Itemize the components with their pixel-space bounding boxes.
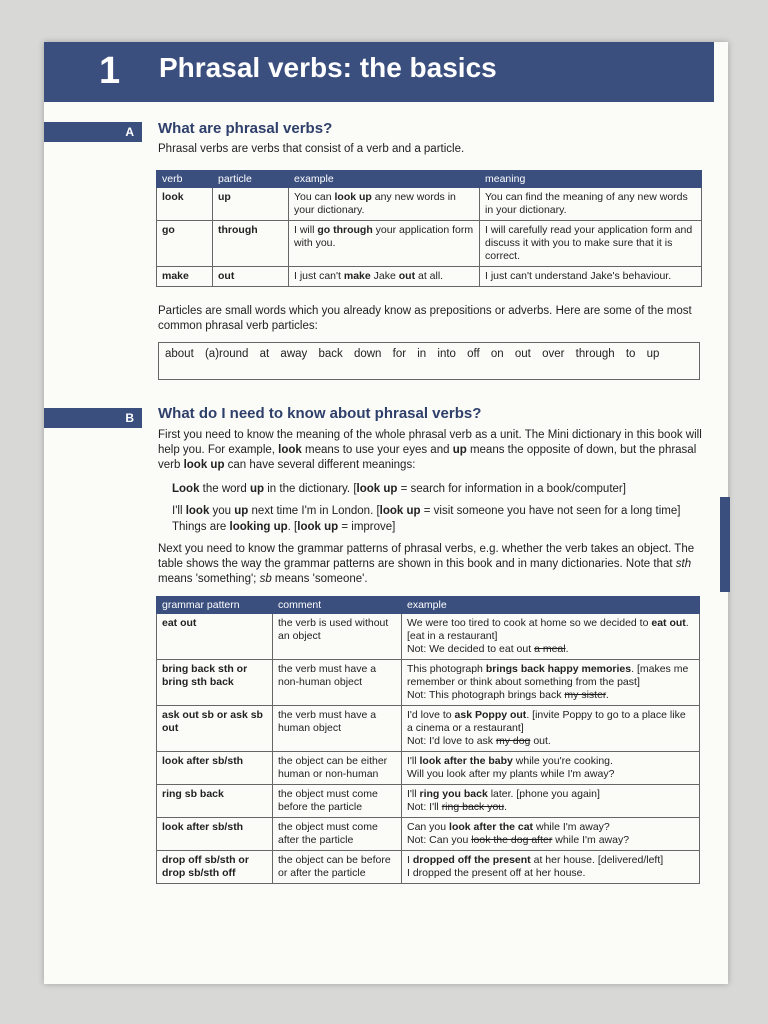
cell-comment: the object must come before the particle xyxy=(273,785,402,818)
header-verb: verb xyxy=(157,171,213,188)
example-text: Can you xyxy=(407,821,450,833)
example-bold: look after the cat xyxy=(449,821,534,833)
table-header-row xyxy=(157,171,702,188)
example-bold: make xyxy=(343,270,371,282)
bold-text: look xyxy=(278,444,302,456)
example-text: your application form with you. xyxy=(294,224,474,249)
text: = search for information in a book/computer] xyxy=(397,483,626,495)
example-text: later. [phone you again] xyxy=(487,788,600,800)
cell-example xyxy=(402,706,700,752)
cell-verb: look xyxy=(157,188,213,221)
unit-title: Phrasal verbs: the basics xyxy=(159,52,497,83)
section-a-heading: What are phrasal verbs? xyxy=(158,120,333,137)
example-sentence-3 xyxy=(172,520,712,535)
example-sentence-1 xyxy=(172,482,712,497)
cell-verb: go xyxy=(157,221,213,267)
text: . [ xyxy=(287,521,298,533)
italic-text: sth xyxy=(675,558,692,570)
cell-pattern: bring back sth or bring sth back xyxy=(157,660,273,706)
cell-example xyxy=(402,614,700,660)
table-row xyxy=(157,221,702,267)
italic-text: sb xyxy=(259,573,272,585)
bold-text: look up xyxy=(183,459,225,471)
not-text: . xyxy=(504,801,508,813)
example-text: any new words in your dictionary. xyxy=(294,191,456,216)
cell-pattern: look after sb/sth xyxy=(157,818,273,851)
cell-example xyxy=(289,267,480,287)
edge-tab xyxy=(720,497,730,592)
cell-comment: the object can be either human or non-human xyxy=(273,752,402,785)
bold-text: up xyxy=(249,483,265,495)
example-bold: ring you back xyxy=(419,788,488,800)
section-b-heading: What do I need to know about phrasal verbs? xyxy=(158,405,482,422)
example-text: I'd love to xyxy=(407,709,455,721)
struck-text: a meal xyxy=(534,643,566,655)
table-header-row xyxy=(157,597,700,614)
textbook-page xyxy=(44,42,728,984)
not-text: Not: I'll xyxy=(407,801,442,813)
text: can have several different meanings: xyxy=(224,459,416,471)
not-text: . xyxy=(605,689,609,701)
text: means 'something'; xyxy=(158,573,260,585)
example-bold: out xyxy=(398,270,416,282)
section-b-paragraph-1 xyxy=(158,428,703,473)
table-row xyxy=(157,851,700,884)
cell-pattern: eat out xyxy=(157,614,273,660)
header-particle: particle xyxy=(213,171,289,188)
cell-example xyxy=(289,188,480,221)
example-text: at her house. [delivered/left] xyxy=(530,854,664,866)
bold-text: looking up xyxy=(229,521,288,533)
example-sentence-2 xyxy=(172,504,712,519)
bold-text: Look xyxy=(172,483,200,495)
example-bold: look after the baby xyxy=(419,755,513,767)
struck-text: look the dog after xyxy=(471,834,553,846)
text: means 'someone'. xyxy=(271,573,368,585)
table-row xyxy=(157,752,700,785)
not-text: I dropped the present off at her house. xyxy=(407,867,586,879)
example-bold: go through xyxy=(317,224,373,236)
example-text: Jake xyxy=(370,270,399,282)
example-text: We were too tired to cook at home so we decided to xyxy=(407,617,652,629)
not-text: Not: This photograph brings back xyxy=(407,689,565,701)
example-bold: dropped off the present xyxy=(412,854,531,866)
bold-text: look xyxy=(185,505,210,517)
bold-text: look up xyxy=(297,521,339,533)
cell-example xyxy=(402,660,700,706)
text: Next you need to know the grammar patterns of phrasal verbs, e.g. whether the verb takes an object. The table shows the way the grammar patterns are shown in this book and in many dictionaries. Note that xyxy=(158,543,695,570)
cell-pattern: drop off sb/sth or drop sb/sth off xyxy=(157,851,273,884)
text: First you need to know the meaning of the whole phrasal verb as a unit. The Mini dictionary in this book will help you. For example, xyxy=(158,429,702,456)
text: means the opposite of down, but the phrasal verb xyxy=(158,444,697,471)
table-row xyxy=(157,706,700,752)
example-bold: look up xyxy=(334,191,372,203)
text: in the dictionary. [ xyxy=(264,483,357,495)
bold-text: up xyxy=(234,505,249,517)
section-a-intro: Phrasal verbs are verbs that consist of a verb and a particle. xyxy=(158,143,465,155)
struck-text: ring back you xyxy=(441,801,505,813)
not-text: Will you look after my plants while I'm away? xyxy=(407,768,615,780)
bold-text: look up xyxy=(379,505,421,517)
table-row xyxy=(157,818,700,851)
cell-particle: up xyxy=(213,188,289,221)
text: = visit someone you have not seen for a long time] xyxy=(420,505,681,517)
not-text: . xyxy=(565,643,569,655)
not-text: out. xyxy=(530,735,551,747)
cell-example xyxy=(402,752,700,785)
example-text: . [invite Poppy to go to a place like a cinema or a restaurant] xyxy=(407,709,686,734)
header-grammar-pattern: grammar pattern xyxy=(157,597,273,614)
cell-pattern: look after sb/sth xyxy=(157,752,273,785)
not-text: Not: We decided to eat out xyxy=(407,643,535,655)
cell-example xyxy=(402,818,700,851)
grammar-pattern-table xyxy=(156,596,700,884)
example-bold: eat out xyxy=(651,617,686,629)
header-example: example xyxy=(402,597,700,614)
example-bold: ask Poppy out xyxy=(454,709,527,721)
cell-comment: the object can be before or after the particle xyxy=(273,851,402,884)
table-row xyxy=(157,785,700,818)
text: the word xyxy=(199,483,250,495)
particles-intro: Particles are small words which you already know as prepositions or adverbs. Here are some of the most common phrasal verb particles: xyxy=(158,305,692,332)
cell-example xyxy=(289,221,480,267)
example-text: I just can't xyxy=(294,270,344,282)
cell-example xyxy=(402,785,700,818)
cell-comment: the verb must have a non-human object xyxy=(273,660,402,706)
example-text: I'll xyxy=(407,788,420,800)
table-row xyxy=(157,188,702,221)
cell-comment: the verb is used without an object xyxy=(273,614,402,660)
example-text: . [eat in a restaurant] xyxy=(407,617,689,642)
text: you xyxy=(209,505,235,517)
example-text: while you're cooking. xyxy=(512,755,613,767)
cell-pattern: ring sb back xyxy=(157,785,273,818)
section-b-tab: B xyxy=(44,408,142,428)
unit-banner xyxy=(44,42,714,102)
example-text: This photograph xyxy=(407,663,486,675)
struck-text: my dog xyxy=(495,735,531,747)
text: = improve] xyxy=(338,521,396,533)
cell-particle: through xyxy=(213,221,289,267)
phrasal-verb-table xyxy=(156,170,702,287)
example-text: I will xyxy=(294,224,318,236)
table-row xyxy=(157,614,700,660)
section-a-tab: A xyxy=(44,122,142,142)
example-text: . [makes me remember or think about something from the past] xyxy=(407,663,689,688)
struck-text: my sister xyxy=(564,689,606,701)
example-text: at all. xyxy=(415,270,444,282)
not-text: Not: Can you xyxy=(407,834,472,846)
cell-particle: out xyxy=(213,267,289,287)
text: Things are xyxy=(172,521,230,533)
table-row xyxy=(157,267,702,287)
table-row xyxy=(157,660,700,706)
example-text: while I'm away? xyxy=(533,821,610,833)
example-bold: brings back happy memories xyxy=(485,663,632,675)
bold-text: up xyxy=(452,444,467,456)
section-b-paragraph-2 xyxy=(158,542,703,587)
not-text: Not: I'd love to ask xyxy=(407,735,496,747)
cell-meaning: You can find the meaning of any new words in your dictionary. xyxy=(480,188,702,221)
cell-pattern: ask out sb or ask sb out xyxy=(157,706,273,752)
text: I'll xyxy=(172,505,186,517)
cell-meaning: I will carefully read your application form and discuss it with you to make sure that it is correct. xyxy=(480,221,702,267)
header-example: example xyxy=(289,171,480,188)
header-comment: comment xyxy=(273,597,402,614)
example-text: I xyxy=(407,854,413,866)
bold-text: look up xyxy=(356,483,398,495)
cell-comment: the verb must have a human object xyxy=(273,706,402,752)
cell-comment: the object must come after the particle xyxy=(273,818,402,851)
cell-example xyxy=(402,851,700,884)
text: next time I'm in London. [ xyxy=(248,505,380,517)
unit-number: 1 xyxy=(99,50,121,92)
text: means to use your eyes and xyxy=(301,444,453,456)
example-text: You can xyxy=(294,191,335,203)
not-text: while I'm away? xyxy=(552,834,630,846)
particles-list: about (a)round at away back down for in into off on out over through to up xyxy=(158,342,700,380)
header-meaning: meaning xyxy=(480,171,702,188)
cell-meaning: I just can't understand Jake's behaviour. xyxy=(480,267,702,287)
cell-verb: make xyxy=(157,267,213,287)
example-text: I'll xyxy=(407,755,420,767)
